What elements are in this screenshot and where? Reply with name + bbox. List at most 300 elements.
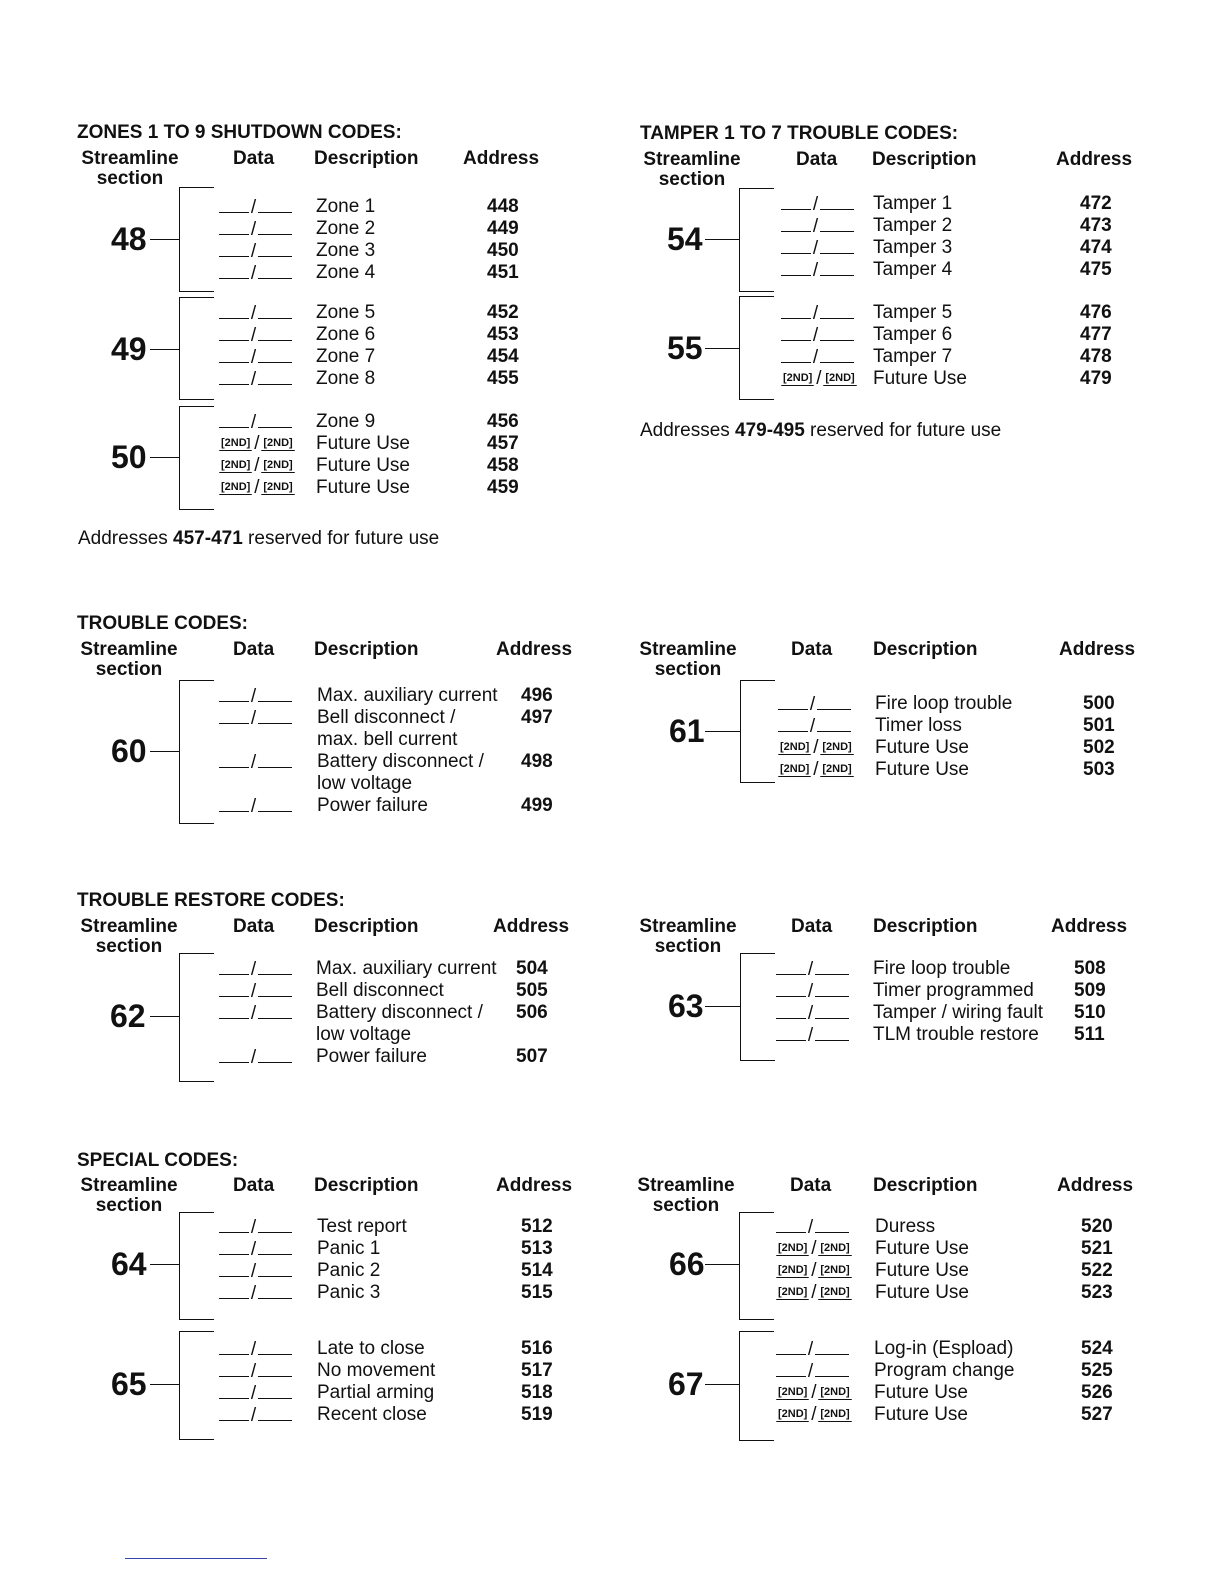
code-description	[874, 1404, 968, 1426]
data-entry-field[interactable]	[219, 1046, 292, 1069]
section-connector	[150, 751, 179, 752]
data-blank-digit[interactable]	[219, 302, 249, 319]
code-description	[873, 346, 952, 368]
data-entry-field[interactable]	[776, 1024, 849, 1047]
data-blank-digit[interactable]	[258, 262, 292, 279]
section-bracket	[740, 680, 775, 783]
streamline-section-number: 55	[667, 330, 703, 366]
code-description	[873, 958, 1010, 980]
streamline-section-number: 66	[669, 1246, 705, 1282]
code-address: 477	[1080, 324, 1112, 345]
code-address: 527	[1081, 1404, 1113, 1425]
description-line: Zone 2	[316, 218, 376, 239]
streamline-section-number: 48	[111, 221, 147, 257]
data-entry-field[interactable]	[778, 715, 851, 738]
data-blank-digit[interactable]	[258, 302, 292, 319]
key-2nd: [2ND]	[778, 1386, 808, 1399]
code-address: 475	[1080, 259, 1112, 280]
code-address: 520	[1081, 1216, 1113, 1237]
data-blank-digit[interactable]	[219, 1360, 249, 1377]
data-entry-field[interactable]	[776, 1216, 849, 1239]
data-blank-digit[interactable]	[781, 237, 811, 254]
streamline-section-number: 63	[668, 988, 704, 1024]
data-entry-field[interactable]	[219, 685, 292, 708]
code-address: 499	[521, 795, 553, 816]
code-description	[875, 1238, 969, 1260]
data-blank-digit[interactable]	[258, 1360, 292, 1377]
header-data: Data	[796, 149, 838, 170]
description-line: Future Use	[874, 1404, 968, 1425]
code-description	[873, 1024, 1039, 1046]
data-entry-field[interactable]	[219, 1338, 292, 1361]
header-description: Description	[873, 916, 978, 937]
code-description	[316, 411, 375, 433]
description-line: low voltage	[316, 1024, 412, 1045]
code-description	[316, 1046, 427, 1068]
data-entry-field[interactable]	[219, 1238, 292, 1261]
code-description	[317, 1216, 407, 1238]
code-description	[873, 302, 952, 324]
code-address: 458	[487, 455, 519, 476]
code-address: 472	[1080, 193, 1112, 214]
header-address: Address	[493, 916, 570, 937]
data-blank-digit[interactable]	[817, 693, 851, 710]
data-entry-field[interactable]	[219, 1360, 292, 1383]
data-blank-digit[interactable]	[815, 1024, 849, 1041]
streamline-section-number: 65	[111, 1366, 147, 1402]
description-line: Zone 4	[316, 262, 376, 283]
code-description	[873, 259, 952, 281]
data-blank-digit[interactable]	[815, 1338, 849, 1355]
data-blank-digit[interactable]	[258, 1338, 292, 1355]
data-blank-digit[interactable]	[820, 237, 854, 254]
data-entry-2nd-keys[interactable]	[781, 368, 857, 390]
section-connector	[150, 349, 179, 350]
description-line: Tamper / wiring fault	[873, 1002, 1044, 1023]
data-blank-digit[interactable]	[815, 1216, 849, 1233]
code-address: 506	[516, 1002, 548, 1023]
data-slash: /	[812, 260, 819, 281]
description-line: Zone 9	[316, 411, 376, 432]
header-data: Data	[233, 148, 275, 169]
key-2nd: [2ND]	[783, 372, 813, 385]
key-2nd: [2ND]	[778, 1286, 808, 1299]
key-2nd: [2ND]	[820, 1264, 850, 1277]
section-bracket	[179, 953, 214, 1082]
data-blank-digit[interactable]	[781, 302, 811, 319]
data-blank-digit[interactable]	[258, 1216, 292, 1233]
data-blank-digit[interactable]	[781, 215, 811, 232]
data-blank-digit[interactable]	[258, 1260, 292, 1277]
data-blank-digit[interactable]	[258, 218, 292, 235]
data-blank-digit[interactable]	[219, 1260, 249, 1277]
description-line: Future Use	[875, 759, 969, 780]
data-slash: /	[250, 325, 257, 346]
description-line: Late to close	[317, 1338, 425, 1359]
data-blank-digit[interactable]	[820, 193, 854, 210]
data-slash: /	[811, 1404, 817, 1425]
data-entry-field[interactable]	[219, 795, 292, 818]
data-entry-2nd-keys[interactable]	[219, 477, 295, 499]
data-blank-digit[interactable]	[776, 1002, 806, 1019]
code-address: 457	[487, 433, 519, 454]
header-data: Data	[233, 1175, 275, 1196]
data-blank-digit[interactable]	[258, 1238, 292, 1255]
data-slash: /	[812, 325, 819, 346]
data-blank-digit[interactable]	[219, 1282, 249, 1299]
code-description	[874, 1382, 968, 1404]
code-address: 501	[1083, 715, 1115, 736]
data-blank-digit[interactable]	[820, 215, 854, 232]
data-slash: /	[250, 1261, 257, 1282]
data-slash: /	[254, 477, 260, 498]
data-blank-digit[interactable]	[781, 324, 811, 341]
section-bracket	[739, 296, 774, 400]
data-entry-field[interactable]	[778, 693, 851, 716]
data-blank-digit[interactable]	[258, 1382, 292, 1399]
key-2nd: [2ND]	[780, 763, 810, 776]
code-address: 453	[487, 324, 519, 345]
data-blank-digit[interactable]	[776, 1216, 806, 1233]
code-address: 504	[516, 958, 548, 979]
data-blank-digit[interactable]	[258, 1002, 292, 1019]
key-2nd: [2ND]	[820, 1386, 850, 1399]
header-streamline: Streamline	[639, 639, 737, 660]
code-description	[317, 1338, 425, 1360]
data-blank-digit[interactable]	[219, 751, 249, 768]
code-description	[317, 1238, 380, 1260]
description-line: Max. auxiliary current	[316, 958, 497, 979]
section-bracket	[179, 680, 214, 824]
code-address: 521	[1081, 1238, 1113, 1259]
data-entry-field[interactable]	[776, 958, 849, 981]
key-2nd: [2ND]	[778, 1264, 808, 1277]
data-blank-digit[interactable]	[258, 411, 292, 428]
data-entry-field[interactable]	[219, 1002, 292, 1025]
data-slash: /	[254, 455, 260, 476]
code-description	[317, 1382, 434, 1404]
code-address: 515	[521, 1282, 553, 1303]
data-entry-field[interactable]	[776, 1002, 849, 1025]
data-slash: /	[250, 1339, 257, 1360]
data-slash: /	[807, 1361, 814, 1382]
data-blank-digit[interactable]	[776, 980, 806, 997]
section-connector	[705, 348, 739, 349]
code-description	[316, 1002, 483, 1046]
data-blank-digit[interactable]	[776, 1360, 806, 1377]
section-bracket	[739, 188, 774, 292]
header-streamline: Streamline	[639, 916, 737, 937]
data-slash: /	[250, 1405, 257, 1426]
code-address: 518	[521, 1382, 553, 1403]
data-blank-digit[interactable]	[258, 196, 292, 213]
data-blank-digit[interactable]	[258, 1282, 292, 1299]
data-blank-digit[interactable]	[258, 707, 292, 724]
data-blank-digit[interactable]	[219, 1382, 249, 1399]
data-blank-digit[interactable]	[219, 368, 249, 385]
code-description	[873, 237, 952, 259]
section-connector	[705, 731, 740, 732]
data-blank-digit[interactable]	[219, 1338, 249, 1355]
data-entry-field[interactable]	[219, 262, 292, 285]
data-slash: /	[250, 1047, 257, 1068]
data-blank-digit[interactable]	[219, 1002, 249, 1019]
data-slash: /	[250, 1283, 257, 1304]
data-blank-digit[interactable]	[815, 1360, 849, 1377]
data-blank-digit[interactable]	[219, 1216, 249, 1233]
code-description	[875, 759, 969, 781]
code-address: 455	[487, 368, 519, 389]
data-slash: /	[250, 752, 257, 773]
code-address: 526	[1081, 1382, 1113, 1403]
data-slash: /	[812, 194, 819, 215]
code-address: 452	[487, 302, 519, 323]
header-streamline-section	[69, 640, 189, 680]
code-description	[316, 262, 375, 284]
data-entry-field[interactable]	[781, 237, 854, 260]
data-entry-field[interactable]	[219, 346, 292, 369]
data-slash: /	[809, 694, 816, 715]
data-entry-2nd-keys[interactable]	[776, 1282, 852, 1304]
data-blank-digit[interactable]	[781, 259, 811, 276]
zones-reserved-note: Addresses 457-471 reserved for future use	[78, 528, 440, 549]
header-section: section	[95, 1195, 163, 1216]
header-data: Data	[790, 1175, 832, 1196]
data-slash: /	[813, 759, 819, 780]
data-entry-field[interactable]	[219, 980, 292, 1003]
streamline-section-number: 62	[110, 998, 146, 1034]
key-2nd: [2ND]	[822, 741, 852, 754]
description-line: Tamper 6	[873, 324, 953, 345]
data-blank-digit[interactable]	[817, 715, 851, 732]
section-bracket	[179, 1331, 214, 1440]
data-blank-digit[interactable]	[820, 259, 854, 276]
data-blank-digit[interactable]	[781, 193, 811, 210]
data-blank-digit[interactable]	[815, 1002, 849, 1019]
code-description	[316, 346, 375, 368]
header-address: Address	[463, 148, 540, 169]
description-line: Timer programmed	[873, 980, 1034, 1001]
data-entry-2nd-keys[interactable]	[776, 1404, 852, 1426]
data-entry-field[interactable]	[219, 240, 292, 263]
header-section: section	[95, 659, 163, 680]
description-line: Future Use	[875, 1238, 969, 1259]
data-blank-digit[interactable]	[219, 196, 249, 213]
data-blank-digit[interactable]	[258, 240, 292, 257]
data-slash: /	[811, 1238, 817, 1259]
data-entry-2nd-keys[interactable]	[776, 1260, 852, 1282]
data-blank-digit[interactable]	[219, 346, 249, 363]
data-entry-field[interactable]	[781, 193, 854, 216]
key-2nd: [2ND]	[820, 1286, 850, 1299]
code-address: 450	[487, 240, 519, 261]
data-entry-field[interactable]	[219, 1404, 292, 1427]
data-entry-field[interactable]	[776, 980, 849, 1003]
data-entry-field[interactable]	[219, 368, 292, 391]
data-slash: /	[250, 1239, 257, 1260]
description-line: Test report	[317, 1216, 407, 1237]
data-entry-field[interactable]	[781, 346, 854, 369]
description-line: Future Use	[316, 455, 410, 476]
description-line: Bell disconnect	[316, 980, 444, 1001]
data-blank-digit[interactable]	[820, 302, 854, 319]
data-entry-2nd-keys[interactable]	[778, 737, 854, 759]
code-address: 451	[487, 262, 519, 283]
data-entry-2nd-keys[interactable]	[776, 1238, 852, 1260]
code-description	[317, 751, 484, 795]
code-address: 500	[1083, 693, 1115, 714]
code-address: 507	[516, 1046, 548, 1067]
data-entry-2nd-keys[interactable]	[219, 455, 295, 477]
data-blank-digit[interactable]	[219, 707, 249, 724]
data-entry-field[interactable]	[219, 1260, 292, 1283]
header-streamline-section	[628, 640, 748, 680]
code-address: 505	[516, 980, 548, 1001]
description-line: Future Use	[875, 1260, 969, 1281]
data-entry-field[interactable]	[776, 1360, 849, 1383]
description-line: Program change	[874, 1360, 1015, 1381]
data-entry-field[interactable]	[781, 324, 854, 347]
data-blank-digit[interactable]	[219, 262, 249, 279]
data-blank-digit[interactable]	[219, 795, 249, 812]
key-2nd: [2ND]	[778, 1408, 808, 1421]
data-blank-digit[interactable]	[258, 958, 292, 975]
data-slash: /	[250, 369, 257, 390]
data-blank-digit[interactable]	[219, 240, 249, 257]
data-blank-digit[interactable]	[258, 368, 292, 385]
data-blank-digit[interactable]	[776, 1338, 806, 1355]
description-line: Future Use	[874, 1382, 968, 1403]
code-address: 456	[487, 411, 519, 432]
data-slash: /	[250, 347, 257, 368]
data-blank-digit[interactable]	[258, 346, 292, 363]
code-description	[875, 693, 1012, 715]
data-blank-digit[interactable]	[219, 958, 249, 975]
data-entry-field[interactable]	[219, 324, 292, 347]
header-address: Address	[1056, 149, 1133, 170]
data-slash: /	[250, 1217, 257, 1238]
code-address: 459	[487, 477, 519, 498]
data-entry-field[interactable]	[781, 215, 854, 238]
header-section: section	[654, 659, 722, 680]
data-blank-digit[interactable]	[258, 795, 292, 812]
data-blank-digit[interactable]	[776, 1024, 806, 1041]
code-description	[873, 193, 952, 215]
data-entry-field[interactable]	[219, 1282, 292, 1305]
code-description	[316, 477, 410, 499]
code-address: 524	[1081, 1338, 1113, 1359]
data-entry-field[interactable]	[219, 411, 292, 434]
data-entry-field[interactable]	[776, 1338, 849, 1361]
header-section: section	[95, 936, 163, 957]
data-slash: /	[250, 241, 257, 262]
data-blank-digit[interactable]	[258, 1046, 292, 1063]
data-entry-field[interactable]	[219, 1382, 292, 1405]
data-blank-digit[interactable]	[219, 1404, 249, 1421]
data-blank-digit[interactable]	[219, 1238, 249, 1255]
data-blank-digit[interactable]	[219, 324, 249, 341]
data-blank-digit[interactable]	[258, 980, 292, 997]
data-slash: /	[250, 708, 257, 729]
data-entry-field[interactable]	[219, 1216, 292, 1239]
description-line: TLM trouble restore	[873, 1024, 1039, 1045]
data-blank-digit[interactable]	[219, 411, 249, 428]
trouble-restore-title: TROUBLE RESTORE CODES:	[77, 890, 345, 911]
code-description	[316, 980, 444, 1002]
description-line: Duress	[875, 1216, 936, 1237]
code-description	[874, 1360, 1014, 1382]
header-streamline: Streamline	[80, 916, 178, 937]
header-section: section	[96, 168, 164, 189]
data-entry-2nd-keys[interactable]	[776, 1382, 852, 1404]
data-blank-digit[interactable]	[258, 1404, 292, 1421]
code-address: 513	[521, 1238, 553, 1259]
header-streamline-section	[628, 917, 748, 957]
data-entry-field[interactable]	[219, 302, 292, 325]
description-line: Zone 7	[316, 346, 376, 367]
data-entry-field[interactable]	[219, 958, 292, 981]
data-entry-2nd-keys[interactable]	[778, 759, 854, 781]
section-connector	[705, 239, 739, 240]
data-blank-digit[interactable]	[778, 715, 808, 732]
data-blank-digit[interactable]	[219, 218, 249, 235]
zones-shutdown-title: ZONES 1 TO 9 SHUTDOWN CODES:	[77, 122, 402, 143]
code-description	[875, 1282, 969, 1304]
description-line: Power failure	[316, 1046, 427, 1067]
data-slash: /	[812, 238, 819, 259]
section-connector	[150, 1016, 179, 1017]
data-slash: /	[250, 1361, 257, 1382]
code-address: 517	[521, 1360, 553, 1381]
data-blank-digit[interactable]	[258, 685, 292, 702]
description-line: Zone 1	[316, 196, 376, 217]
data-blank-digit[interactable]	[778, 693, 808, 710]
data-entry-field[interactable]	[219, 707, 292, 730]
code-address: 448	[487, 196, 519, 217]
data-entry-field[interactable]	[219, 751, 292, 774]
data-entry-field[interactable]	[781, 259, 854, 282]
data-blank-digit[interactable]	[820, 324, 854, 341]
data-blank-digit[interactable]	[815, 958, 849, 975]
description-line: Battery disconnect /	[316, 1002, 483, 1023]
header-description: Description	[873, 1175, 978, 1196]
data-blank-digit[interactable]	[820, 346, 854, 363]
code-address: 519	[521, 1404, 553, 1425]
data-blank-digit[interactable]	[815, 980, 849, 997]
code-description	[316, 433, 410, 455]
header-address: Address	[1057, 1175, 1134, 1196]
data-blank-digit[interactable]	[776, 958, 806, 975]
key-2nd: [2ND]	[221, 481, 251, 494]
header-data: Data	[233, 916, 275, 937]
data-slash: /	[250, 796, 257, 817]
data-entry-field[interactable]	[219, 196, 292, 219]
data-blank-digit[interactable]	[781, 346, 811, 363]
data-entry-2nd-keys[interactable]	[219, 433, 295, 455]
data-blank-digit[interactable]	[219, 980, 249, 997]
code-description	[317, 795, 428, 817]
data-entry-field[interactable]	[219, 218, 292, 241]
data-blank-digit[interactable]	[219, 685, 249, 702]
streamline-section-number: 64	[111, 1246, 147, 1282]
data-entry-field[interactable]	[781, 302, 854, 325]
header-section: section	[658, 169, 726, 190]
data-blank-digit[interactable]	[258, 324, 292, 341]
description-line: Log-in (Espload)	[874, 1338, 1014, 1359]
data-blank-digit[interactable]	[258, 751, 292, 768]
data-slash: /	[811, 1282, 817, 1303]
data-blank-digit[interactable]	[219, 1046, 249, 1063]
